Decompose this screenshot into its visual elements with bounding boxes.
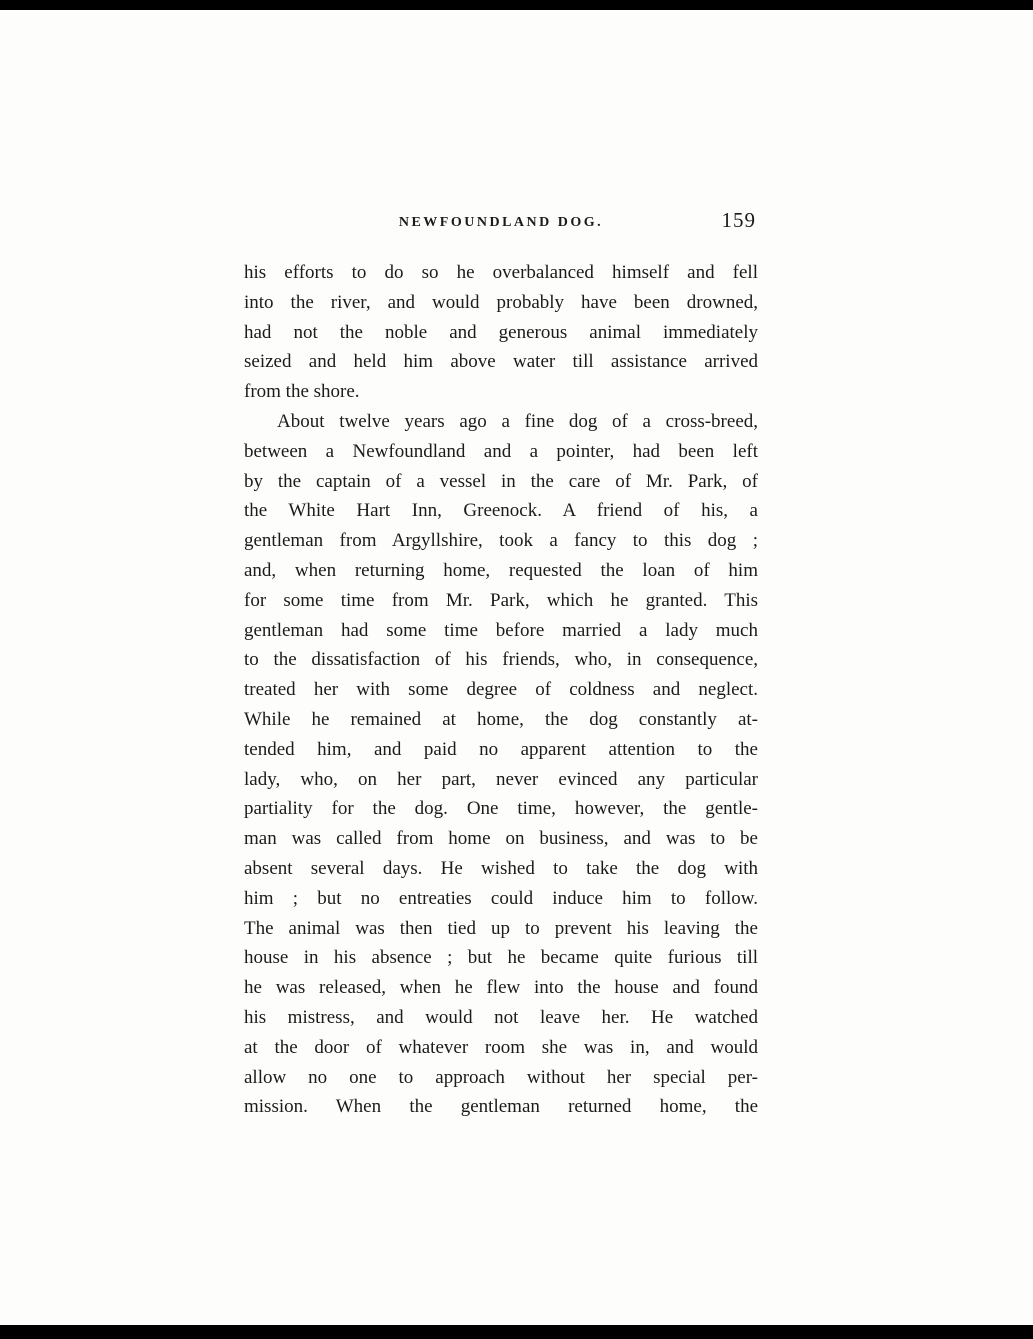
text-line: and, when returning home, requested the loan of him bbox=[244, 559, 758, 581]
text-line: tended him, and paid no apparent attention to the bbox=[244, 738, 758, 760]
text-line: absent several days. He wished to take the dog with bbox=[244, 857, 758, 879]
page-header bbox=[244, 208, 758, 242]
text-line: his efforts to do so he overbalanced himself and fell bbox=[244, 262, 758, 283]
text-line: gentleman from Argyllshire, took a fancy to this dog ; bbox=[244, 530, 758, 552]
text-line: gentleman had some time before married a lady much bbox=[244, 619, 758, 641]
text-line: between a Newfoundland and a pointer, had been left bbox=[244, 440, 758, 462]
text-line: treated her with some degree of coldness and neglect. bbox=[244, 679, 758, 701]
text-line: man was called from home on business, and was to be bbox=[244, 828, 758, 850]
scan-edge-bottom bbox=[0, 1325, 1033, 1339]
text-line: mission. When the gentleman returned home, the bbox=[244, 1096, 758, 1118]
text-line: About twelve years ago a fine dog of a cross-breed, bbox=[277, 410, 758, 432]
text-line: had not the noble and generous animal immediately bbox=[244, 321, 758, 343]
text-line: for some time from Mr. Park, which he granted. This bbox=[244, 589, 758, 611]
text-line: to the dissatisfaction of his friends, who, in consequence, bbox=[244, 649, 758, 671]
text-line: he was released, when he flew into the house and found bbox=[244, 977, 758, 999]
body-text bbox=[244, 258, 758, 1122]
text-line: While he remained at home, the dog constantly at- bbox=[244, 708, 758, 730]
scan-edge-top bbox=[0, 0, 1033, 10]
page-number: 159 bbox=[721, 208, 756, 232]
text-line: seized and held him above water till assistance arrived bbox=[244, 351, 758, 373]
text-line: into the river, and would probably have been drowned, bbox=[244, 291, 758, 313]
text-line: from the shore. bbox=[244, 381, 360, 403]
text-line: allow no one to approach without her special per- bbox=[244, 1066, 758, 1088]
text-line: by the captain of a vessel in the care of Mr. Park, of bbox=[244, 470, 758, 492]
running-title: NEWFOUNDLAND DOG. bbox=[398, 215, 604, 230]
text-line: lady, who, on her part, never evinced any particular bbox=[244, 768, 758, 790]
text-line: the White Hart Inn, Greenock. A friend of his, a bbox=[244, 500, 758, 522]
text-line: The animal was then tied up to prevent his leaving the bbox=[244, 917, 758, 939]
text-line: his mistress, and would not leave her. He watched bbox=[244, 1006, 758, 1028]
text-line: partiality for the dog. One time, however, the gentle- bbox=[244, 798, 758, 820]
text-line: house in his absence ; but he became quite furious till bbox=[244, 947, 758, 969]
text-line: at the door of whatever room she was in, and would bbox=[244, 1036, 758, 1058]
text-line: him ; but no entreaties could induce him to follow. bbox=[244, 887, 758, 909]
